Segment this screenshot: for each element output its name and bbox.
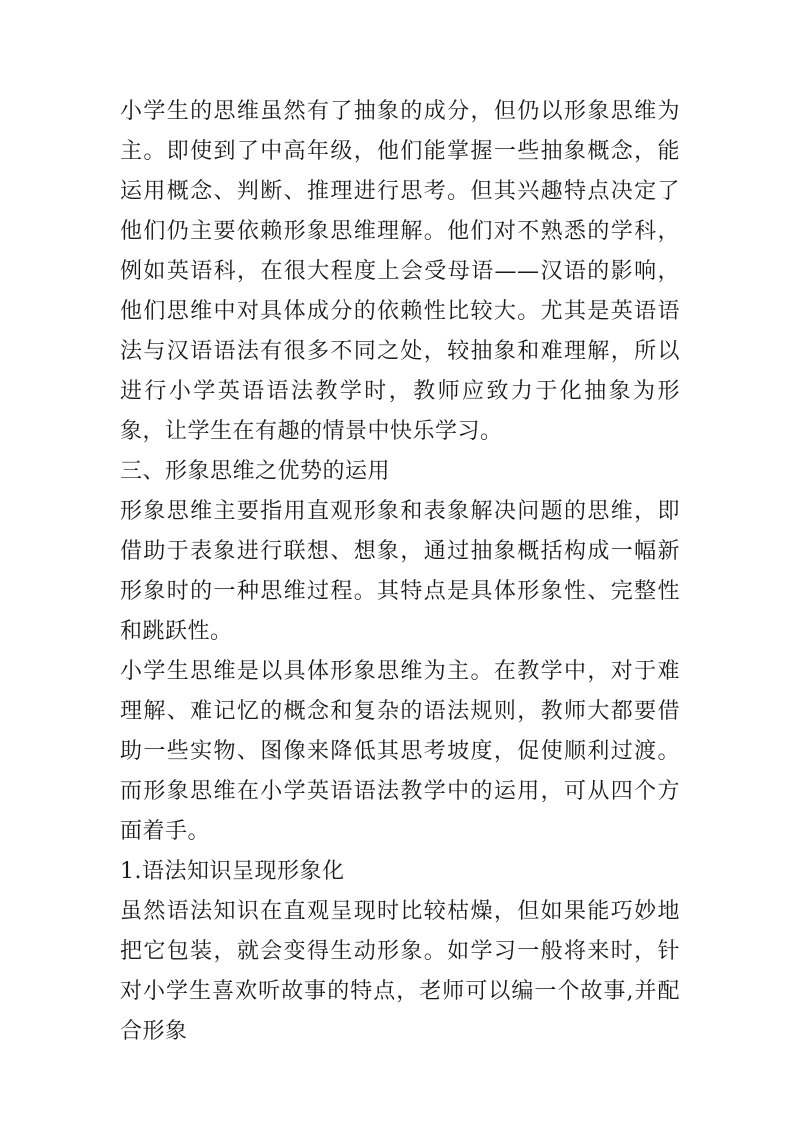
subsection-heading-1: 1.语法知识呈现形象化 (120, 859, 345, 884)
section-heading-3: 三、形象思维之优势的运用 (120, 459, 391, 484)
paragraph-grammar-presentation: 虽然语法知识在直观呈现时比较枯燥，但如果能巧妙地把它包装，就会变得生动形象。如学习一般将来时，针对小学生喜欢听故事的特点，老师可以编一个故事,并配合形象 (120, 899, 680, 1044)
document-body (120, 92, 680, 1052)
paragraph-concrete-thinking: 小学生思维是以具体形象思维为主。在教学中，对于难理解、难记忆的概念和复杂的语法规则，教师大都要借助一些实物、图像来降低其思考坡度，促使顺利过渡。而形象思维在小学英语语法教学中的运用，可从四个方面着手。 (120, 659, 680, 844)
paragraph-thinking-characteristics: 小学生的思维虽然有了抽象的成分，但仍以形象思维为主。即使到了中高年级，他们能掌握一些抽象概念，能运用概念、判断、推理进行思考。但其兴趣特点决定了他们仍主要依赖形象思维理解。他们对不熟悉的学科，例如英语科，在很大程度上会受母语——汉语的影响，他们思维中对具体成分的依赖性比较大。尤其是英语语法与汉语语法有很多不同之处，较抽象和难理解，所以进行小学英语语法教学时，教师应致力于化抽象为形象，让学生在有趣的情景中快乐学习。 (120, 99, 680, 444)
paragraph-image-thinking-definition: 形象思维主要指用直观形象和表象解决问题的思维，即借助于表象进行联想、想象，通过抽象概括构成一幅新形象时的一种思维过程。其特点是具体形象性、完整性和跳跃性。 (120, 499, 680, 644)
